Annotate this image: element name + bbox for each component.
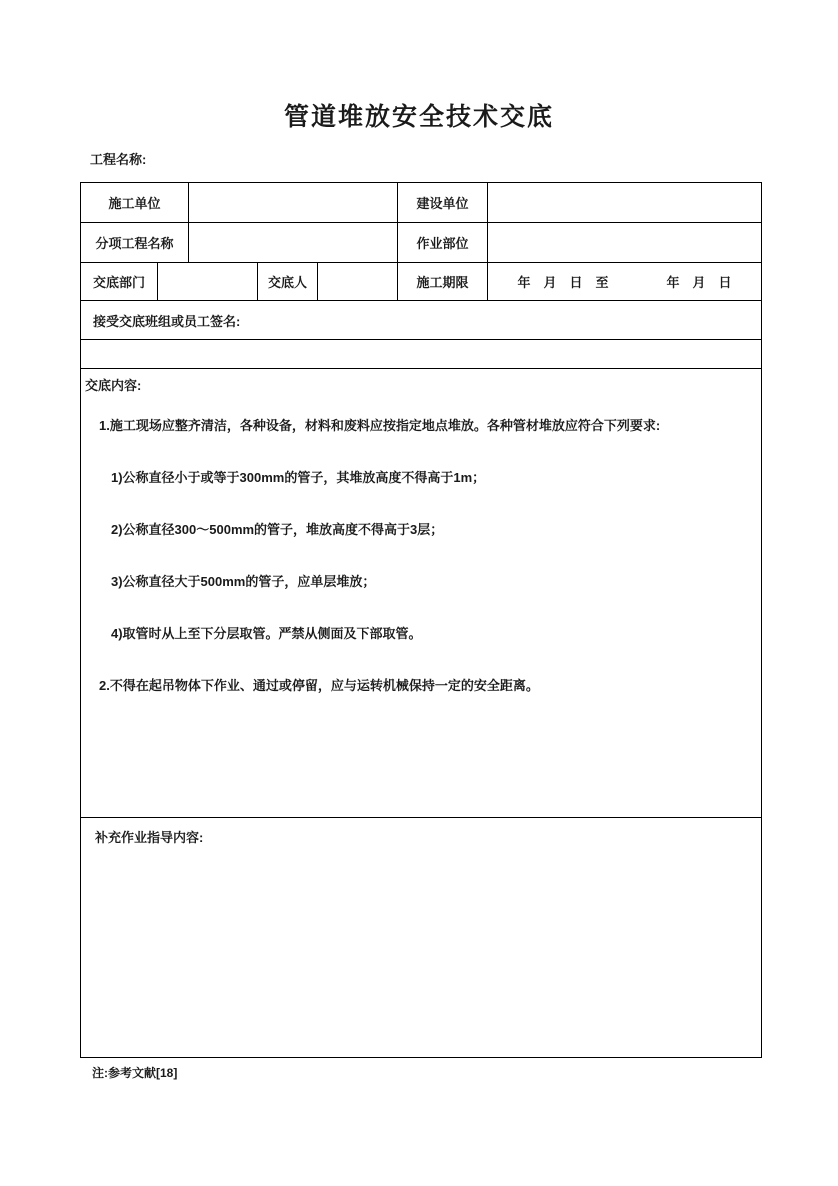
supplement-cell: [81, 818, 761, 1057]
footer-reference-note: 注:参考文献[18]: [92, 1066, 178, 1080]
signature-label: 接受交底班组或员工签名:: [93, 313, 241, 329]
work-location-value: [488, 223, 761, 262]
work-location-label: 作业部位: [398, 223, 488, 262]
page-title: 管道堆放安全技术交底: [283, 103, 554, 131]
signature-blank-row: [81, 340, 761, 368]
table-row: [81, 340, 761, 369]
content-line: 2.不得在起吊物体下作业、通过或停留，应与运转机械保持一定的安全距离。: [99, 678, 539, 693]
period-start-text: 年 月 日 至: [517, 275, 609, 290]
disclosure-content-label: 交底内容:: [85, 378, 142, 393]
content-line: 4)取管时从上至下分层取管。严禁从侧面及下部取管。: [111, 626, 422, 641]
construction-unit-value: [189, 183, 398, 222]
disclosure-content-cell: [81, 369, 761, 817]
construction-unit-label: 施工单位: [81, 183, 189, 222]
construction-period-label: 施工期限: [398, 263, 488, 300]
project-name-label: 工程名称:: [90, 152, 147, 167]
owner-unit-value: [488, 183, 761, 222]
construction-period-dates: [488, 263, 761, 300]
owner-unit-label: 建设单位: [398, 183, 488, 222]
subproject-name-label: 分项工程名称: [81, 223, 189, 262]
disclosure-content-list: [81, 419, 761, 693]
table-row: [81, 183, 761, 223]
disclosure-department-label: 交底部门: [81, 263, 158, 300]
content-line: 1.施工现场应整齐清洁，各种设备，材料和废料应按指定地点堆放。各种管材堆放应符合下列要求:: [99, 418, 661, 433]
discloser-value: [318, 263, 398, 300]
table-row: [81, 369, 761, 818]
subproject-name-value: [189, 223, 398, 262]
period-end-text: 年 月 日: [666, 275, 732, 290]
content-line: 3)公称直径大于500mm的管子，应单层堆放；: [111, 574, 376, 589]
table-row: [81, 263, 761, 301]
content-line: 2)公称直径300～500mm的管子，堆放高度不得高于3层；: [111, 522, 444, 537]
supplement-label: 补充作业指导内容:: [95, 830, 204, 845]
table-row: [81, 301, 761, 340]
table-row: [81, 818, 761, 1057]
disclosure-form-table: [80, 182, 762, 1058]
table-row: [81, 223, 761, 263]
disclosure-department-value: [158, 263, 258, 300]
discloser-label: 交底人: [258, 263, 318, 300]
content-line: 1)公称直径小于或等于300mm的管子，其堆放高度不得高于1m；: [111, 470, 486, 485]
